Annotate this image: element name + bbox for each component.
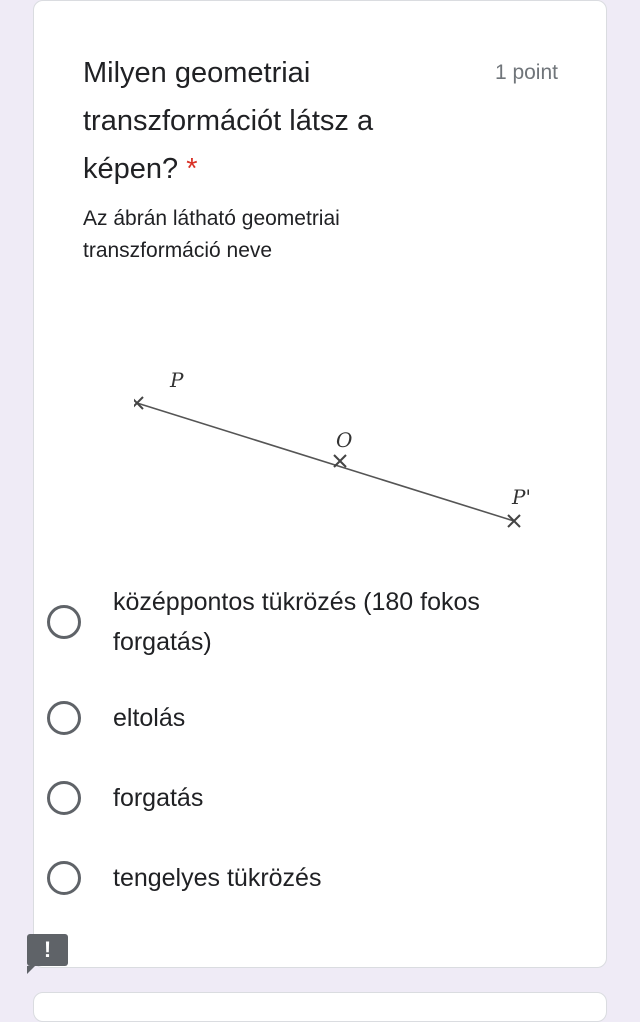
question-card <box>33 0 607 968</box>
question-title-text: Milyen geometriai transzformációt látsz a képen? <box>83 57 374 185</box>
required-asterisk: * <box>186 153 198 185</box>
alert-tail <box>27 966 35 974</box>
segment-line <box>137 403 514 521</box>
next-question-card <box>33 992 607 1022</box>
radio-button[interactable] <box>47 701 81 735</box>
radio-button[interactable] <box>47 861 81 895</box>
option-label: középpontos tükrözés (180 fokos forgatás) <box>113 588 480 656</box>
radio-button[interactable] <box>47 605 81 639</box>
option-label: eltolás <box>113 704 186 732</box>
label-p-prime: P' <box>512 485 531 509</box>
label-p: P <box>170 368 184 392</box>
question-points: 1 point <box>494 61 558 84</box>
question-image <box>134 351 554 551</box>
point-p-prime-marker <box>508 515 520 527</box>
option-label: forgatás <box>113 784 204 812</box>
label-o: O <box>336 428 353 452</box>
radio-button[interactable] <box>47 781 81 815</box>
exclamation-icon[interactable]: ! <box>27 934 68 966</box>
question-title <box>83 49 443 193</box>
point-o-marker <box>334 455 346 467</box>
option-label: tengelyes tükrözés <box>113 864 322 892</box>
question-description: Az ábrán látható geometriai transzformáció neve <box>83 207 340 262</box>
